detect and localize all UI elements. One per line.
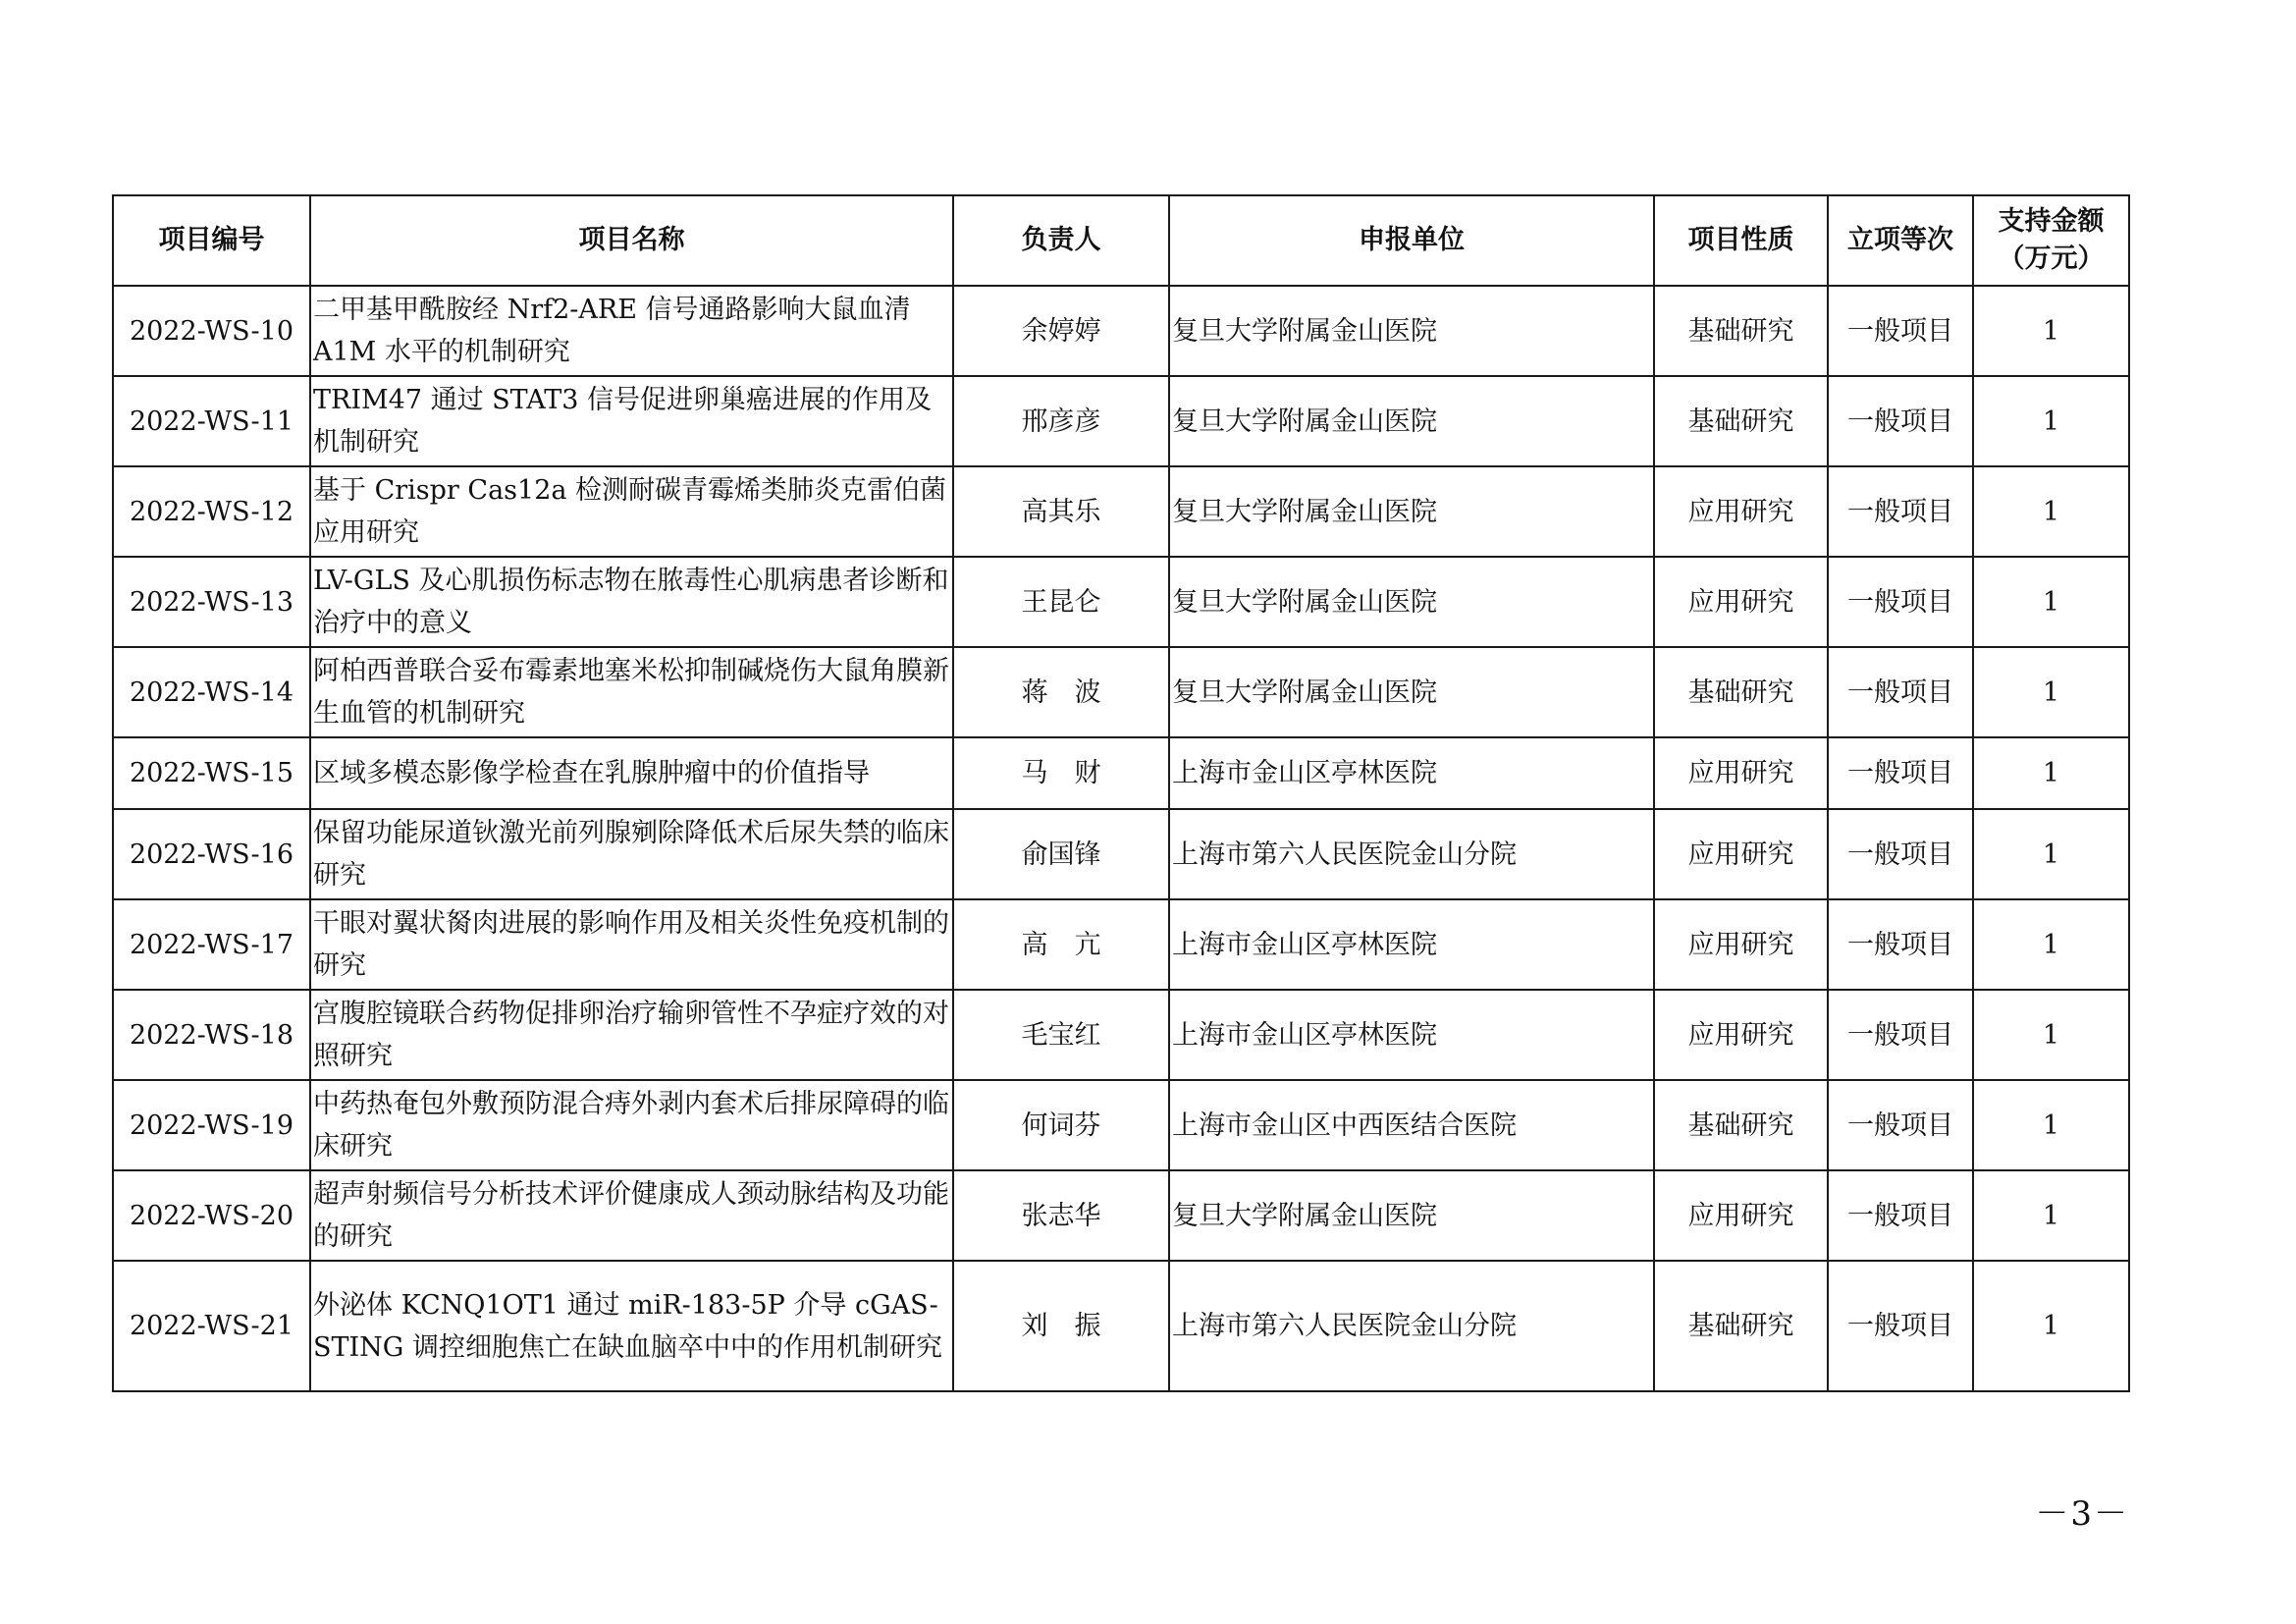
cell-level: 一般项目 [1828,1170,1973,1261]
header-leader: 负责人 [953,195,1169,286]
cell-level: 一般项目 [1828,990,1973,1080]
cell-leader: 高 亢 [953,899,1169,990]
cell-leader: 张志华 [953,1170,1169,1261]
cell-type: 基础研究 [1654,376,1828,466]
cell-unit: 上海市第六人民医院金山分院 [1169,1261,1654,1391]
cell-unit: 上海市金山区亭林医院 [1169,737,1654,809]
table-row [113,647,2129,737]
cell-name: 超声射频信号分析技术评价健康成人颈动脉结构及功能的研究 [310,1170,953,1261]
table-row [113,557,2129,647]
cell-unit: 复旦大学附属金山医院 [1169,1170,1654,1261]
cell-name: TRIM47 通过 STAT3 信号促进卵巢癌进展的作用及机制研究 [310,376,953,466]
cell-type: 应用研究 [1654,899,1828,990]
cell-amount: 1 [1973,737,2129,809]
cell-level: 一般项目 [1828,1080,1973,1170]
cell-level: 一般项目 [1828,737,1973,809]
cell-leader: 马 财 [953,737,1169,809]
cell-unit: 复旦大学附属金山医院 [1169,286,1654,376]
cell-type: 基础研究 [1654,1080,1828,1170]
cell-unit: 上海市第六人民医院金山分院 [1169,809,1654,899]
table-row [113,737,2129,809]
cell-amount: 1 [1973,990,2129,1080]
cell-leader: 王昆仑 [953,557,1169,647]
cell-level: 一般项目 [1828,647,1973,737]
cell-name: 二甲基甲酰胺经 Nrf2-ARE 信号通路影响大鼠血清 A1M 水平的机制研究 [310,286,953,376]
cell-id: 2022-WS-17 [113,899,310,990]
table-row [113,466,2129,557]
cell-level: 一般项目 [1828,1261,1973,1391]
cell-name: 中药热奄包外敷预防混合痔外剥内套术后排尿障碍的临床研究 [310,1080,953,1170]
cell-id: 2022-WS-16 [113,809,310,899]
cell-id: 2022-WS-11 [113,376,310,466]
cell-leader: 蒋 波 [953,647,1169,737]
header-level: 立项等次 [1828,195,1973,286]
cell-leader: 高其乐 [953,466,1169,557]
table-row [113,286,2129,376]
cell-id: 2022-WS-14 [113,647,310,737]
cell-level: 一般项目 [1828,557,1973,647]
page-number: －3－ [2035,1494,2129,1534]
cell-unit: 复旦大学附属金山医院 [1169,557,1654,647]
cell-leader: 毛宝红 [953,990,1169,1080]
cell-name: 区域多模态影像学检查在乳腺肿瘤中的价值指导 [310,737,953,809]
cell-leader: 俞国锋 [953,809,1169,899]
table-row [113,899,2129,990]
cell-type: 应用研究 [1654,466,1828,557]
header-row [113,195,2129,286]
header-unit: 申报单位 [1169,195,1654,286]
cell-amount: 1 [1973,466,2129,557]
table-row [113,1080,2129,1170]
cell-level: 一般项目 [1828,376,1973,466]
cell-type: 基础研究 [1654,647,1828,737]
cell-id: 2022-WS-19 [113,1080,310,1170]
cell-id: 2022-WS-18 [113,990,310,1080]
cell-name: 基于 Crispr Cas12a 检测耐碳青霉烯类肺炎克雷伯菌应用研究 [310,466,953,557]
cell-amount: 1 [1973,809,2129,899]
cell-level: 一般项目 [1828,466,1973,557]
cell-type: 基础研究 [1654,1261,1828,1391]
cell-type: 基础研究 [1654,286,1828,376]
cell-unit: 上海市金山区中西医结合医院 [1169,1080,1654,1170]
cell-amount: 1 [1973,286,2129,376]
cell-amount: 1 [1973,1170,2129,1261]
cell-leader: 何词芬 [953,1080,1169,1170]
cell-type: 应用研究 [1654,737,1828,809]
cell-type: 应用研究 [1654,1170,1828,1261]
cell-amount: 1 [1973,1080,2129,1170]
cell-type: 应用研究 [1654,557,1828,647]
cell-id: 2022-WS-21 [113,1261,310,1391]
cell-amount: 1 [1973,376,2129,466]
header-project-name: 项目名称 [310,195,953,286]
header-amount: 支持金额 （万元） [1973,195,2129,286]
header-type: 项目性质 [1654,195,1828,286]
table-row [113,1170,2129,1261]
table-row [113,990,2129,1080]
cell-amount: 1 [1973,557,2129,647]
cell-amount: 1 [1973,899,2129,990]
cell-amount: 1 [1973,1261,2129,1391]
cell-unit: 上海市金山区亭林医院 [1169,990,1654,1080]
cell-id: 2022-WS-12 [113,466,310,557]
cell-leader: 刘 振 [953,1261,1169,1391]
cell-id: 2022-WS-13 [113,557,310,647]
cell-name: 阿柏西普联合妥布霉素地塞米松抑制碱烧伤大鼠角膜新生血管的机制研究 [310,647,953,737]
cell-id: 2022-WS-20 [113,1170,310,1261]
cell-unit: 复旦大学附属金山医院 [1169,466,1654,557]
cell-name: 保留功能尿道钬激光前列腺剜除降低术后尿失禁的临床研究 [310,809,953,899]
cell-unit: 上海市金山区亭林医院 [1169,899,1654,990]
cell-level: 一般项目 [1828,899,1973,990]
cell-amount: 1 [1973,647,2129,737]
table-row [113,809,2129,899]
cell-name: 干眼对翼状胬肉进展的影响作用及相关炎性免疫机制的研究 [310,899,953,990]
cell-name: LV-GLS 及心肌损伤标志物在脓毒性心肌病患者诊断和治疗中的意义 [310,557,953,647]
cell-leader: 余婷婷 [953,286,1169,376]
project-table [112,194,2130,1392]
cell-unit: 复旦大学附属金山医院 [1169,647,1654,737]
cell-id: 2022-WS-15 [113,737,310,809]
table-row [113,376,2129,466]
cell-name: 外泌体 KCNQ1OT1 通过 miR-183-5P 介导 cGAS-STING 调控细胞焦亡在缺血脑卒中中的作用机制研究 [310,1261,953,1391]
cell-name: 宫腹腔镜联合药物促排卵治疗输卵管性不孕症疗效的对照研究 [310,990,953,1080]
cell-type: 应用研究 [1654,990,1828,1080]
cell-level: 一般项目 [1828,286,1973,376]
cell-type: 应用研究 [1654,809,1828,899]
header-project-id: 项目编号 [113,195,310,286]
cell-id: 2022-WS-10 [113,286,310,376]
cell-level: 一般项目 [1828,809,1973,899]
table-row [113,1261,2129,1391]
cell-leader: 邢彦彦 [953,376,1169,466]
cell-unit: 复旦大学附属金山医院 [1169,376,1654,466]
